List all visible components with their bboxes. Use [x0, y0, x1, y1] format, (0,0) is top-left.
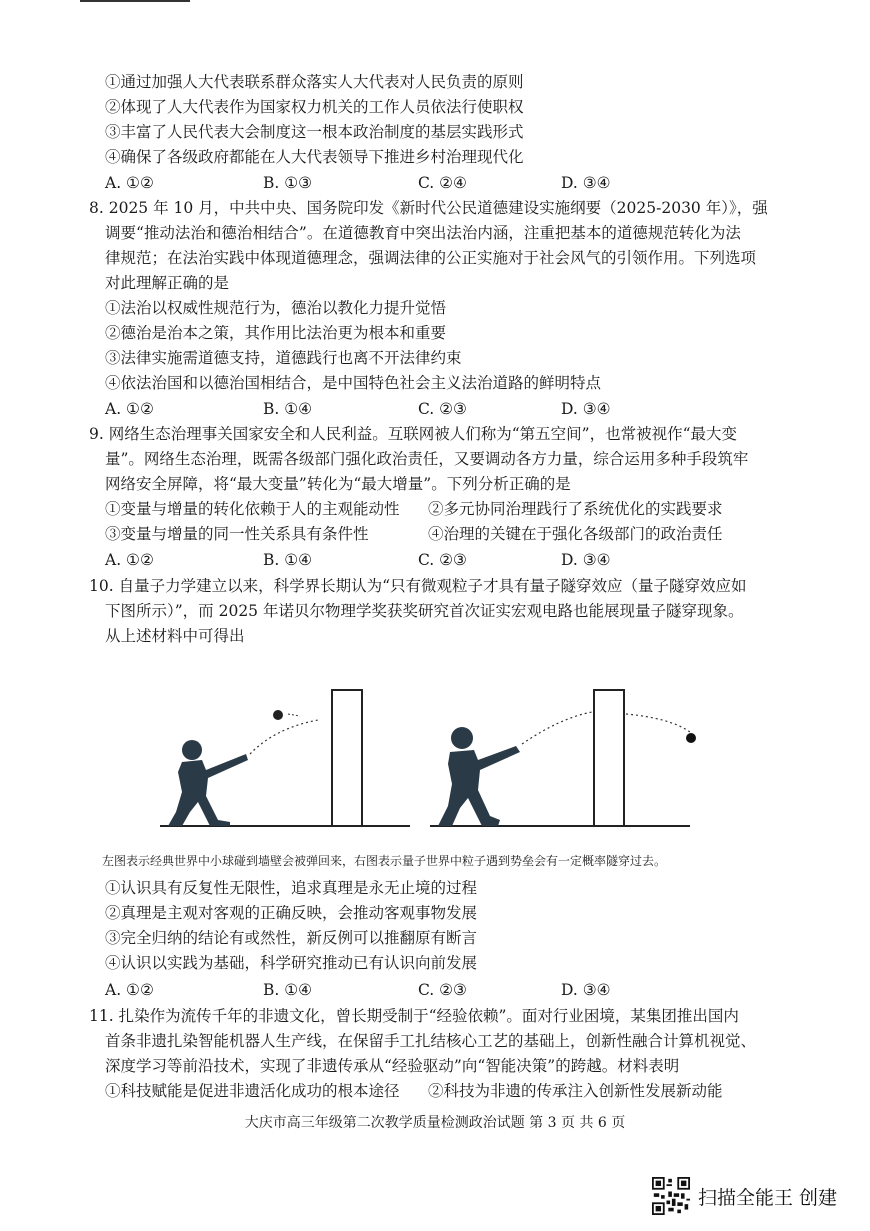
q8-statement-2: ②德治是治本之策，其作用比法治更为根本和重要: [105, 324, 447, 342]
qr-code-icon: [652, 1177, 690, 1215]
right-child-silhouette: [438, 727, 520, 826]
q8-statement-1: ①法治以权威性规范行为，德治以教化力提升觉悟: [105, 299, 447, 317]
q11-stem-3: 深度学习等前沿技术，实现了非遗传承从“经验驱动”向“智能决策”的跨越。材料表明: [105, 1057, 680, 1075]
q8-stem-3: 律规范；在法治实践中体现道德理念，强调法律的公正实施对于社会风气的引领作用。下列选项: [105, 249, 757, 267]
q7-option-a: A. ①②: [105, 174, 154, 192]
q11-stem: 11. 扎染作为流传千年的非遗文化，曾长期受制于“经验依赖”。面对行业困境，某集团推出国内: [89, 1007, 739, 1025]
q9-statement-3: ③变量与增量的同一性关系具有条件性: [105, 525, 369, 543]
q7-option-d: D. ③④: [561, 174, 611, 192]
q8-option-b: B. ①④: [263, 400, 313, 418]
q7-statement-2: ②体现了人大代表作为国家权力机关的工作人员依法行使职权: [105, 98, 524, 116]
q8-stem: 8. 2025 年 10 月，中共中央、国务院印发《新时代公民道德建设实施纲要（2025-2030 年）》，强: [89, 199, 768, 217]
q9-option-d: D. ③④: [561, 551, 611, 569]
q8-stem-4: 对此理解正确的是: [105, 274, 230, 292]
q10-option-a: A. ①②: [105, 981, 154, 999]
q9-option-b: B. ①④: [263, 551, 313, 569]
right-path-after: [626, 714, 690, 732]
scanner-watermark: [652, 1176, 837, 1216]
q7-option-b: B. ①③: [263, 174, 313, 192]
q8-option-a: A. ①②: [105, 400, 154, 418]
q9-statement-1: ①变量与增量的转化依赖于人的主观能动性: [105, 500, 400, 518]
q11-stem-2: 首条非遗扎染智能机器人生产线，在保留手工扎结核心工艺的基础上，创新性融合计算机视觉、: [105, 1032, 757, 1050]
page-footer: 大庆市高三年级第二次教学质量检测政治试题 第 3 页 共 6 页: [244, 1115, 626, 1131]
q10-statement-3: ③完全归纳的结论有或然性，新反例可以推翻原有断言: [105, 929, 478, 947]
right-barrier: [594, 690, 624, 826]
top-rule: [80, 0, 190, 2]
q8-option-d: D. ③④: [561, 400, 611, 418]
q9-stem-2: 量”。网络生态治理，既需各级部门强化政治责任，又要调动各方力量，综合运用多种手段筑牢: [105, 450, 749, 468]
left-ball-path: [250, 720, 318, 754]
q8-statement-4: ④依法治国和以德治国相结合，是中国特色社会主义法治道路的鲜明特点: [105, 374, 602, 392]
q10-statement-1: ①认识具有反复性无限性，追求真理是永无止境的过程: [105, 879, 478, 897]
q9-statement-2: ②多元协同治理践行了系统优化的实践要求: [428, 500, 723, 518]
watermark-text: 扫描全能王 创建: [698, 1186, 838, 1209]
q7-statement-4: ④确保了各级政府都能在人大代表领导下推进乡村治理现代化: [105, 148, 524, 166]
left-wall: [332, 690, 362, 826]
q11-statement-1: ①科技赋能是促进非遗活化成功的根本途径: [105, 1082, 400, 1100]
left-ball: [273, 710, 283, 720]
q7-option-c: C. ②④: [418, 174, 467, 192]
q8-option-c: C. ②③: [418, 400, 467, 418]
left-child-silhouette: [168, 740, 248, 826]
q10-stem: 10. 自量子力学建立以来，科学界长期认为“只有微观粒子才具有量子隧穿效应（量子隧穿效应如: [89, 577, 747, 595]
q10-option-b: B. ①④: [263, 981, 313, 999]
q9-stem: 9. 网络生态治理事关国家安全和人民利益。互联网被人们称为“第五空间”，也常被视作“最大变: [89, 425, 737, 443]
q10-option-d: D. ③④: [561, 981, 611, 999]
q10-stem-3: 从上述材料中可得出: [105, 627, 245, 645]
q8-statement-3: ③法律实施需道德支持，道德践行也离不开法律约束: [105, 349, 462, 367]
figure-caption: 左图表示经典世界中小球碰到墙壁会被弹回来，右图表示量子世界中粒子遇到势垒会有一定概率隧穿过去。: [102, 854, 667, 868]
q9-stem-3: 网络安全屏障，将“最大变量”转化为“最大增量”。下列分析正确的是: [105, 475, 571, 493]
q9-option-c: C. ②③: [418, 551, 467, 569]
right-path-before: [522, 712, 592, 744]
q8-stem-2: 调要“推动法治和德治相结合”。在道德教育中突出法治内涵，注重把基本的道德规范转化为法: [105, 224, 741, 242]
q10-option-c: C. ②③: [418, 981, 467, 999]
q11-statement-2: ②科技为非遗的传承注入创新性发展新动能: [428, 1082, 723, 1100]
q9-statement-4: ④治理的关键在于强化各级部门的政治责任: [428, 525, 723, 543]
q10-statement-4: ④认识以实践为基础，科学研究推动已有认识向前发展: [105, 954, 478, 972]
q10-statement-2: ②真理是主观对客观的正确反映，会推动客观事物发展: [105, 904, 478, 922]
right-particle: [686, 733, 696, 743]
q7-statement-3: ③丰富了人民代表大会制度这一根本政治制度的基层实践形式: [105, 123, 524, 141]
q9-option-a: A. ①②: [105, 551, 154, 569]
q7-statement-1: ①通过加强人大代表联系群众落实人大代表对人民负责的原则: [105, 73, 524, 91]
q10-stem-2: 下图所示）”，而 2025 年诺贝尔物理学奖获奖研究首次证实宏观电路也能展现量子隧穿现象。: [105, 602, 744, 620]
quantum-tunneling-figure: [160, 680, 720, 830]
